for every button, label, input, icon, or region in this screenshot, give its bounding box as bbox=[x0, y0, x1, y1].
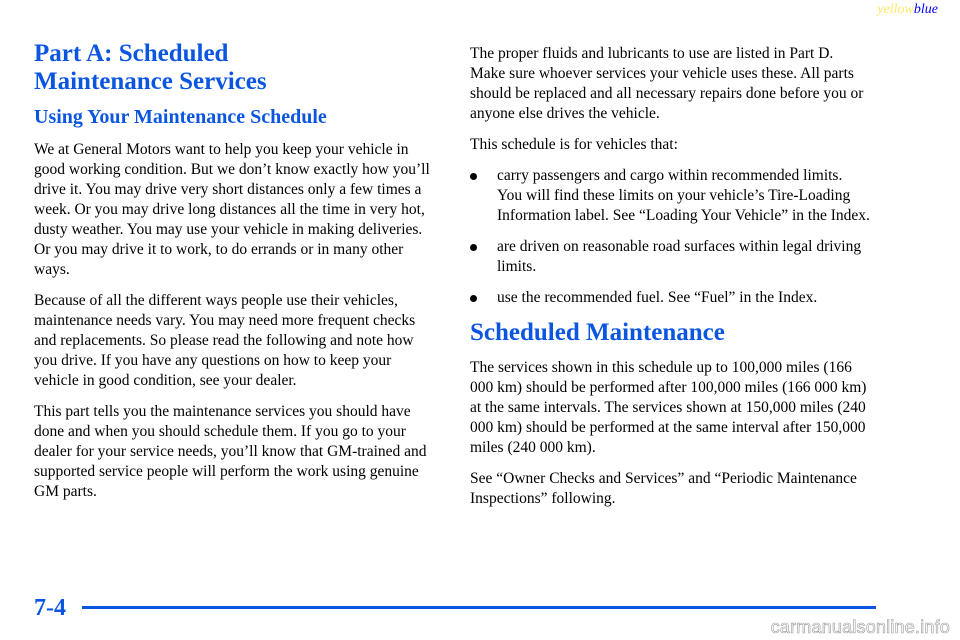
color-tag-yellow: yellow bbox=[877, 2, 914, 17]
part-title-line2: Maintenance Services bbox=[34, 68, 267, 95]
watermark: carmanualsonline.info bbox=[770, 617, 950, 637]
bullet-icon bbox=[470, 173, 477, 180]
part-title bbox=[34, 40, 438, 96]
color-tag bbox=[877, 2, 938, 18]
left-column bbox=[34, 40, 438, 513]
list-item-text: use the recommended fuel. See “Fuel” in the Index. bbox=[497, 289, 818, 306]
list-item bbox=[470, 237, 870, 277]
paragraph-see-also: See “Owner Checks and Services” and “Periodic Maintenance Inspections” following. bbox=[470, 470, 857, 507]
paragraph-dealer: This part tells you the maintenance services you should have done and when you should schedule them. If you go to your dealer for your service needs, you’ll know that GM‑trained and supported service people will perform the work using genuine GM parts. bbox=[34, 403, 427, 500]
paragraph-intervals: The services shown in this schedule up to 100,000 miles (166 000 km) should be performed after 100,000 miles (166 000 km) at the same intervals. The services shown at 150,000 miles (240 000 km) should be performed at the same interval after 150,000 miles (240 000 km). bbox=[470, 359, 867, 456]
list-item bbox=[470, 166, 870, 226]
vehicle-conditions-list bbox=[470, 166, 870, 308]
part-title-line1: Part A: Scheduled bbox=[34, 40, 229, 67]
scheduled-maintenance-heading: Scheduled Maintenance bbox=[470, 319, 725, 346]
list-item-text: are driven on reasonable road surfaces within legal driving limits. bbox=[497, 238, 862, 275]
bullet-icon bbox=[470, 295, 477, 302]
list-item-text: carry passengers and cargo within recommended limits. You will find these limits on your vehicle’s Tire‑Loading Information label. See “Loading Your Vehicle” in the Index. bbox=[497, 167, 870, 224]
paragraph-fluids: The proper fluids and lubricants to use are listed in Part D. Make sure whoever services your vehicle uses these. All parts should be replaced and all necessary repairs done before you or anyone else drives the vehicle. bbox=[470, 45, 864, 122]
footer-divider bbox=[82, 606, 876, 609]
paragraph-usage: Because of all the different ways people use their vehicles, maintenance needs vary. You may need more frequent checks and replacements. So please read the following and note how you drive. If you have any questions on how to keep your vehicle in good condition, see your dealer. bbox=[34, 292, 416, 389]
bullet-icon bbox=[470, 244, 477, 251]
paragraph-intro: We at General Motors want to help you keep your vehicle in good working condition. But we don’t know exactly how you’ll drive it. You may drive very short distances only a few times a week. Or you may drive long distances all the time in very hot, dusty weather. You may use your vehicle in making deliveries. Or you may drive it to work, to do errands or in many other ways. bbox=[34, 141, 430, 278]
schedule-for-label: This schedule is for vehicles that: bbox=[470, 136, 678, 153]
right-column bbox=[470, 44, 870, 520]
list-item bbox=[470, 288, 870, 308]
section-subheading: Using Your Maintenance Schedule bbox=[34, 106, 327, 128]
page-number: 7-4 bbox=[34, 595, 66, 621]
color-tag-blue: blue bbox=[913, 2, 938, 17]
